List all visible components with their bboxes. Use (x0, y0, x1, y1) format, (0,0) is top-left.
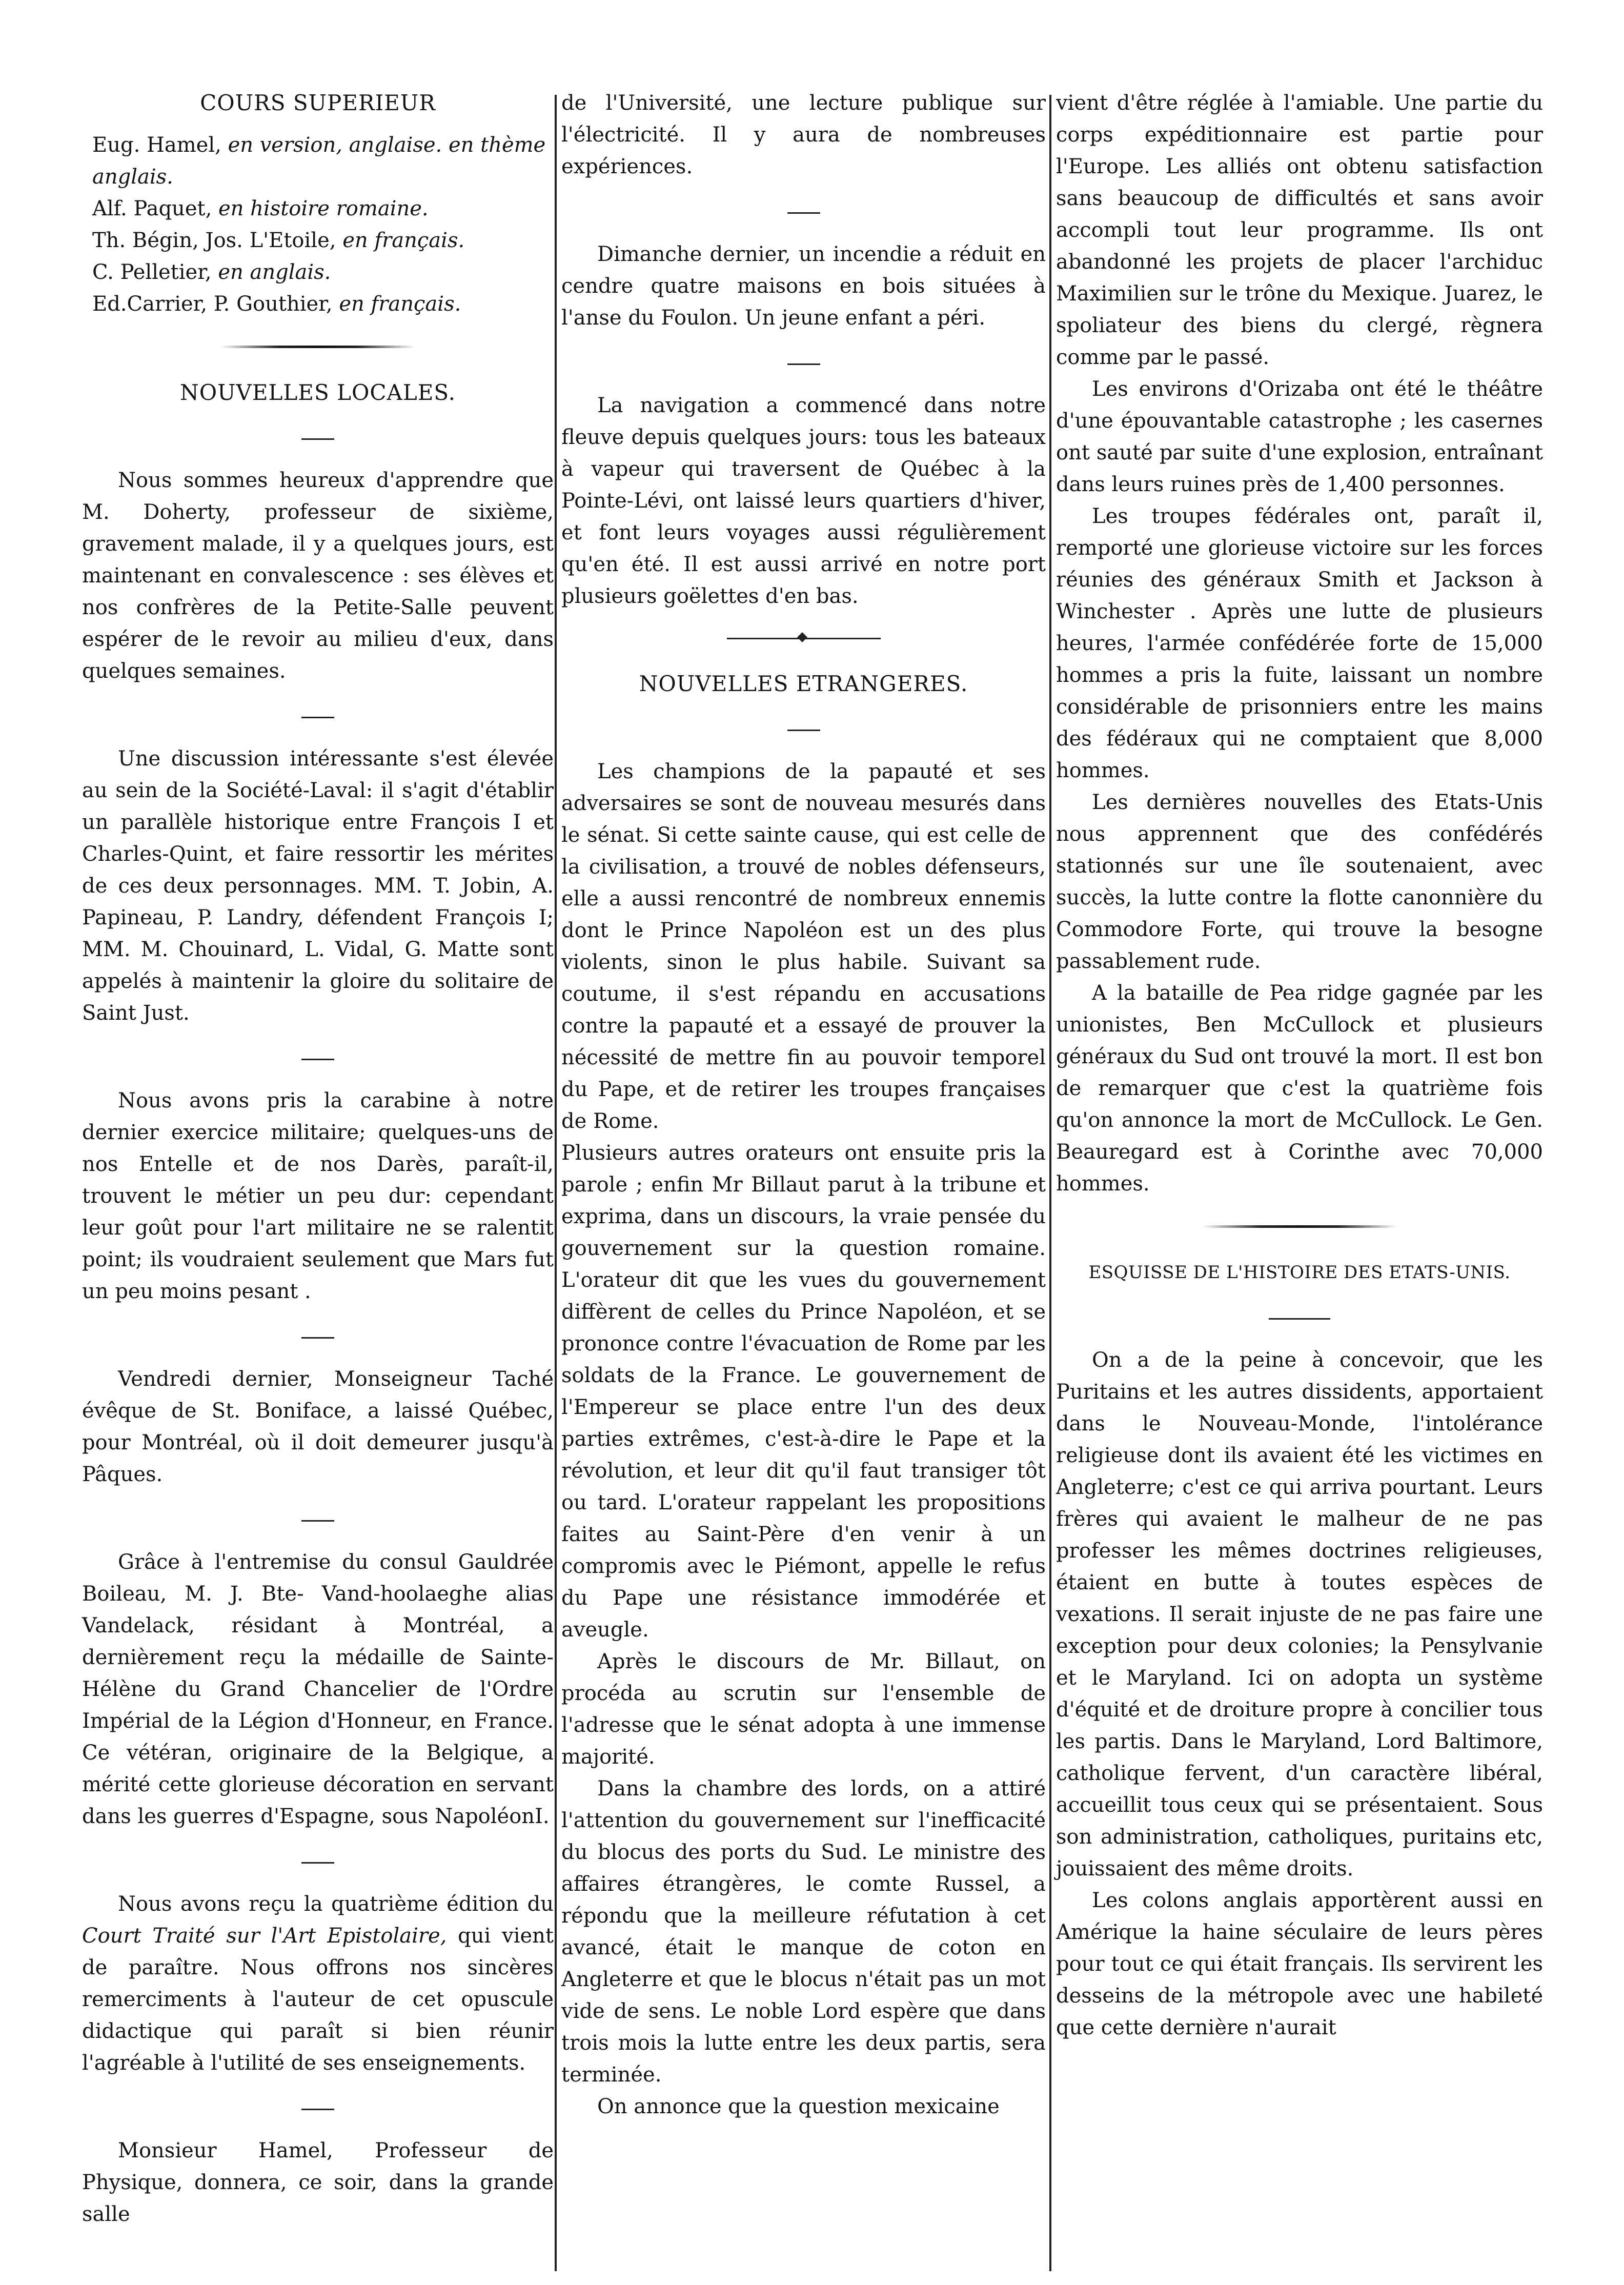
article-paragraph: Les troupes fédérales ont, paraît il, remporté une glorieuse victoire sur les forces réunies des généraux Smith et Jackson à Winchester . Après une lutte de plusieurs heures, l'armée confédérée forte de 15,000 hommes a pris la fuite, laissant un nombre considérable de prisonniers entre les mains des fédéraux qui ne comptaient que 8,000 hommes. (1056, 504, 1543, 782)
cours-line (82, 129, 554, 193)
student-names: Ed.Carrier, P. Gouthier, (92, 292, 333, 316)
section-divider (727, 638, 881, 639)
article-paragraph (82, 1888, 554, 2079)
article-paragraph: La navigation a commencé dans notre fleuve depuis quelques jours: tous les bateaux à vapeur qui traversent de Québec à la Pointe-Lévi, ont laissé leurs quartiers d'hiver, et font leurs voyages aussi régulièrement qu'en été. Il est aussi arrivé en notre port plusieurs goëlettes d'en bas. (561, 394, 1046, 608)
cours-line (82, 288, 554, 320)
subject: en histoire romaine. (218, 197, 429, 220)
dash-separator (787, 730, 820, 731)
article-paragraph: Les environs d'Orizaba ont été le théâtre d'une épouvantable catastrophe ; les casernes ont sauté par suite d'une explosion, entraînant dans leurs ruines près de 1,400 personnes. (1056, 377, 1543, 496)
column-3 (1051, 87, 1543, 2044)
article-paragraph: On annonce que la question mexicaine (597, 2095, 1000, 2118)
article-paragraph: Dimanche dernier, un incendie a réduit en cendre quatre maisons en bois situées à l'anse du Foulon. Un jeune enfant a péri. (561, 242, 1046, 330)
dash-separator (301, 1862, 334, 1864)
article-paragraph: Dans la chambre des lords, on a attiré l'attention du gouvernement sur l'inefficacité du blocus des ports du Sud. Le ministre des affaires étrangères, le comte Russel, a répondu que la meilleure réfutation à cet avancé, était le manque de coton en Angleterre et que le blocus n'était pas un mot vide de sens. Le noble Lord espère que dans trois mois la lutte entre les deux partis, sera terminée. (561, 1777, 1046, 2087)
subject: en anglais. (218, 260, 331, 284)
article-paragraph: Monsieur Hamel, Professeur de Physique, donnera, ce soir, dans la grande salle (82, 2139, 554, 2226)
subject: en version, anglaise. en thème anglais. (92, 133, 546, 189)
cours-list (82, 129, 554, 320)
dash-separator (787, 363, 820, 365)
cours-line (82, 256, 554, 288)
student-names: Alf. Paquet, (92, 197, 212, 220)
student-names: Th. Bégin, Jos. L'Etoile, (92, 229, 336, 252)
student-names: C. Pelletier, (92, 260, 212, 284)
dash-separator (301, 1520, 334, 1522)
section-divider (220, 346, 415, 348)
cours-line (82, 193, 554, 225)
student-names: Eug. Hamel, (92, 133, 221, 157)
nouvelles-locales-heading: NOUVELLES LOCALES. (179, 380, 456, 405)
dash-separator (301, 717, 334, 718)
dash-separator (301, 2109, 334, 2110)
article-paragraph: Les dernières nouvelles des Etats-Unis nous apprennent que des confédérés stationnés sur une île soutenaient, avec succès, la lutte contre la flotte canonnière du Commodore Forte, qui trouve la besogne passablement rude. (1056, 791, 1543, 973)
text-run: Nous avons reçu la quatrième édition du (118, 1892, 554, 1916)
subject: en français. (342, 229, 465, 252)
section-divider (1202, 1225, 1397, 1228)
article-paragraph: Nous avons pris la carabine à notre dernier exercice militaire; quelques-uns de nos Entelle et de nos Darès, paraît-il, trouvent le métier un peu dur: cependant leur goût pour l'art militaire ne se ralentit point; ils voudraient seulement que Mars fut un peu moins pesant . (82, 1089, 554, 1303)
article-paragraph: A la bataille de Pea ridge gagnée par les unionistes, Ben McCullock et plusieurs généraux du Sud ont trouvé la mort. Il est bon de remarquer que c'est la quatrième fois qu'on annonce la mort de McCullock. Le Gen. Beauregard est à Corinthe avec 70,000 hommes. (1056, 981, 1543, 1196)
dash-separator (301, 438, 334, 440)
dash-separator (301, 1337, 334, 1339)
article-paragraph: Nous sommes heureux d'apprendre que M. Doherty, professeur de sixième, gravement malade, il y a quelques jours, est maintenant en convalescence : ses élèves et nos confrères de la Petite-Salle peuvent espérer de le revoir au milieu d'eux, dans quelques semaines. (82, 469, 554, 683)
cours-superieur-heading: COURS SUPERIEUR (200, 90, 436, 115)
cours-line (82, 225, 554, 256)
article-paragraph: Après le discours de Mr. Billaut, on procéda au scrutin sur l'ensemble de l'adresse que le sénat adopta à une immense majorité. (561, 1650, 1046, 1769)
article-paragraph: Une discussion intéressante s'est élevée au sein de la Société-Laval: il s'agit d'établir un parallèle historique entre François I et Charles-Quint, et faire ressortir les mérites de ces deux personnages. MM. T. Jobin, A. Papineau, P. Landry, défendent François I; MM. M. Chouinard, L. Vidal, G. Matte sont appelés à maintenir la gloire du solitaire de Saint Just. (82, 747, 554, 1025)
article-paragraph: Plusieurs autres orateurs ont ensuite pris la parole ; enfin Mr Billaut parut à la tribune et exprima, dans un discours, la vraie pensée du gouvernement sur la question romaine. L'orateur dit que les vues du gouvernement diffèrent de celles du Prince Napoléon, et se prononce contre l'évacuation de Rome par les soldats de la France. Le gouvernement de l'Empereur se place entre l'un des deux parties extrêmes, c'est-à-dire le Pape et la révolution, et leur dit qu'il faut transiger tôt ou tard. L'orateur rappelant les propositions faites au Saint-Père d'en venir à un compromis avec le Piémont, appelle le refus du Pape une résistance immodérée et aveugle. (561, 1141, 1046, 1642)
article-paragraph: de l'Université, une lecture publique sur l'électricité. Il y aura de nombreuses expériences. (561, 91, 1046, 178)
column-2 (556, 87, 1051, 2122)
subject: en français. (339, 292, 461, 316)
esquisse-heading: ESQUISSE DE L'HISTOIRE DES ETATS-UNIS. (1088, 1262, 1511, 1283)
dash-separator (301, 1059, 334, 1060)
dash-separator (787, 212, 820, 214)
article-paragraph: On a de la peine à concevoir, que les Puritains et les autres dissidents, apportaient dans le Nouveau-Monde, l'intolérance religieuse dont ils avaient été les victimes en Angleterre; c'est ce qui arriva pourtant. Leurs frères qui avaient le malheur de ne pas professer les mêmes doctrines religieuses, étaient en butte à toutes espèces de vexations. Il serait injuste de ne pas faire une exception pour deux colonies; la Pensylvanie et le Maryland. Ici on adopta un système d'équité et de droiture propre à concilier tous les partis. Dans le Maryland, Lord Baltimore, catholique fervent, d'un caractère libéral, accueillit tous ceux qui se présentaient. Sous son administration, catholiques, puritains etc, jouissaient des même droits. (1056, 1348, 1543, 1880)
nouvelles-etrangeres-heading: NOUVELLES ETRANGERES. (639, 671, 968, 696)
article-paragraph: Vendredi dernier, Monseigneur Taché évêque de St. Boniface, a laissé Québec, pour Montréal, où il doit demeurer jusqu'à Pâques. (82, 1367, 554, 1486)
article-paragraph: Les champions de la papauté et ses adversaires se sont de nouveau mesurés dans le sénat. Si cette sainte cause, qui est celle de la civilisation, a trouvé de nobles défenseurs, elle a aussi rencontré de nombreux ennemis dont le Prince Napoléon est un des plus violents, sinon le plus habile. Suivant sa coutume, il s'est répandu en accusations contre la papauté et a essayé de prouver la nécessité de mettre fin au pouvoir temporel du Pape, et de retirer les troupes françaises de Rome. (561, 760, 1046, 1133)
article-paragraph: vient d'être réglée à l'amiable. Une partie du corps expéditionnaire est partie pour l'Europe. Les alliés ont obtenu satisfaction sans beaucoup de difficultés et sans avoir accompli tout leur programme. Ils ont abandonné les projets de placer l'archiduc Maximilien sur le trône du Mexique. Juarez, le spoliateur des biens du clergé, règnera comme par le passé. (1056, 91, 1543, 369)
text-run: qui vient de paraître. Nous offrons nos sincères remerciments à l'auteur de cet opuscule didactique qui paraît si bien réunir l'agréable à l'utilité de ses enseignements. (82, 1924, 554, 2075)
dash-separator (1269, 1318, 1330, 1320)
book-title: Court Traité sur l'Art Epistolaire, (82, 1924, 447, 1948)
article-paragraph: Grâce à l'entremise du consul Gauldrée Boileau, M. J. Bte- Vand-hoolaeghe alias Vandelack, résidant à Montréal, a dernièrement reçu la médaille de Sainte-Hélène du Grand Chancelier de l'Ordre Impérial de la Légion d'Honneur, en France. Ce vétéran, originaire de la Belgique, a mérité cette glorieuse décoration en servant dans les guerres d'Espagne, sous NapoléonI. (82, 1550, 554, 1828)
column-1 (82, 87, 554, 2230)
article-paragraph: Les colons anglais apportèrent aussi en Amérique la haine séculaire de leurs pères pour tout ce qui était français. Ils servirent les desseins de la métropole avec une habileté que cette dernière n'aurait (1056, 1889, 1543, 2039)
